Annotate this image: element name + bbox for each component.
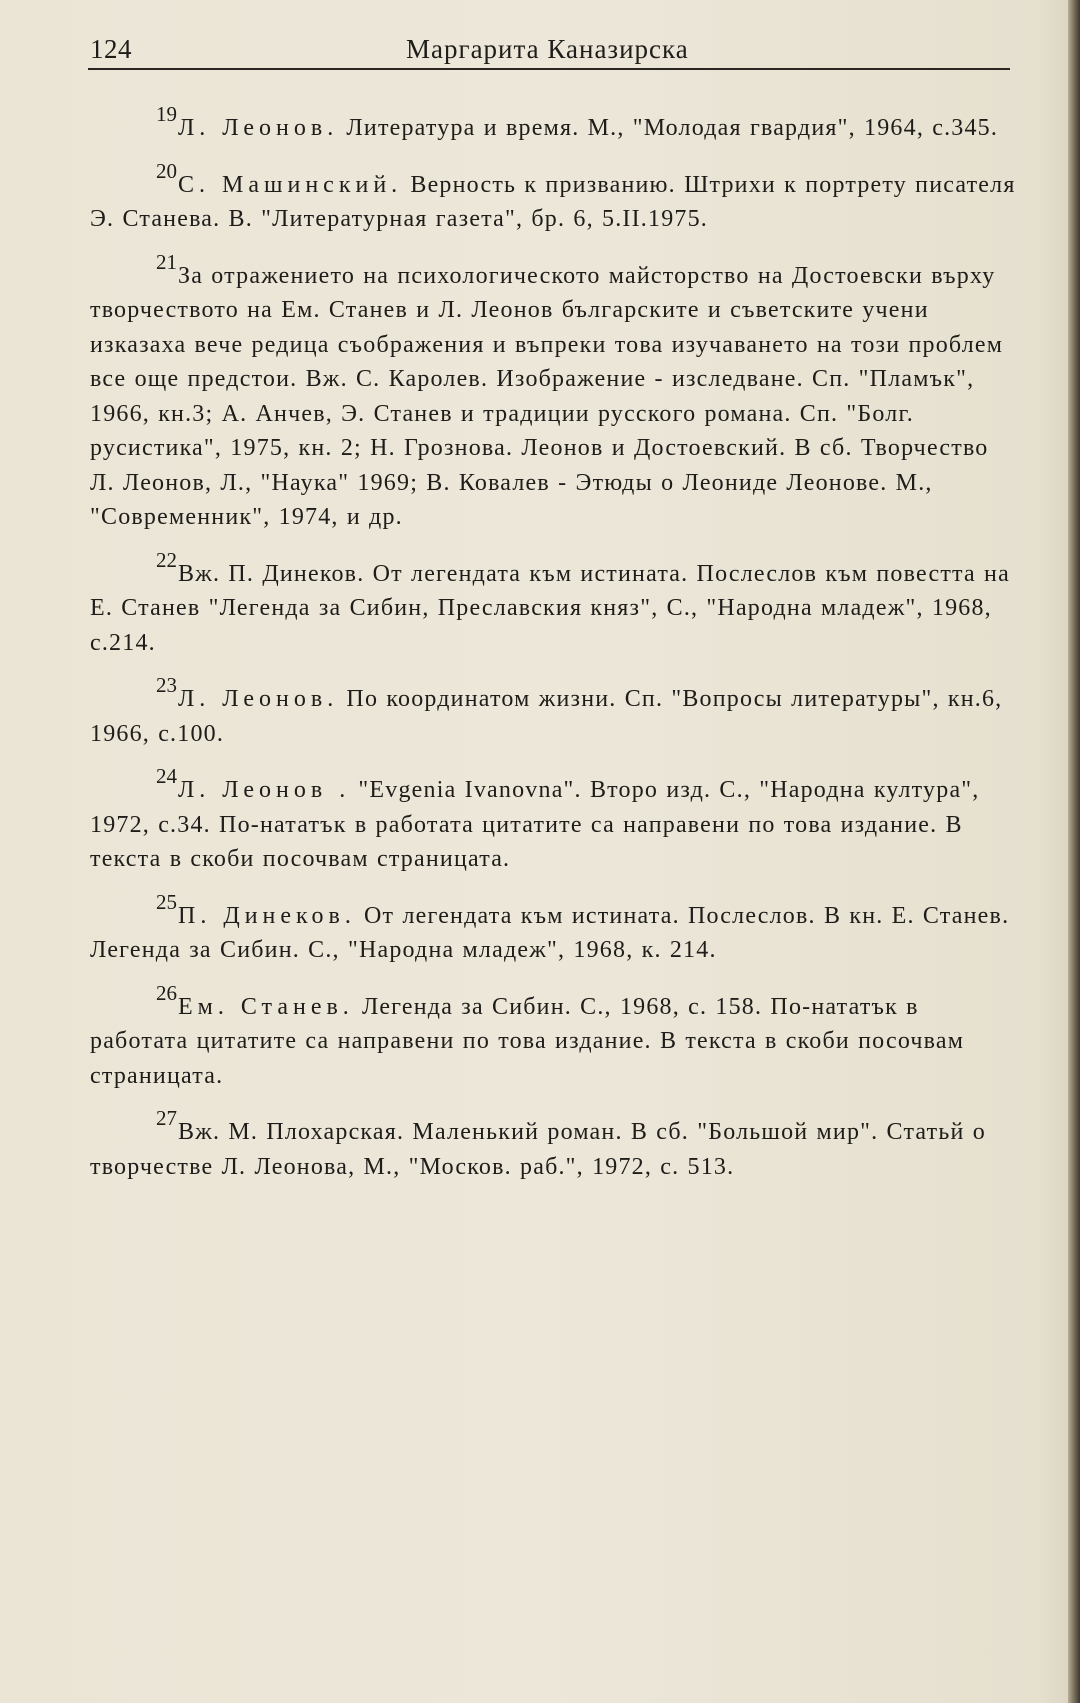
footnote-text: Литература и время. М., "Молодая гвардия", 1964, с.345.	[338, 115, 999, 141]
footnote-19	[90, 104, 1018, 146]
footnote-27	[90, 1108, 1018, 1184]
footnote-number: 23	[156, 673, 177, 697]
footnote-21	[90, 249, 1018, 535]
footnote-text: "Evgenia Ivanovna". Второ изд. С., "Народна култура", 1972, с.34. По-нататък в работата цитатите са направени по това издание. В текста в скоби посочвам страницата.	[90, 777, 980, 872]
footnote-22	[90, 547, 1018, 661]
footnotes	[90, 104, 1018, 1199]
footnote-26	[90, 980, 1018, 1094]
footnote-text: Легенда за Сибин. С., 1968, с. 158. По-нататък в работата цитатите са направени по това издание. В текста в скоби посочвам страницата.	[90, 993, 965, 1089]
footnote-number: 19	[156, 102, 177, 126]
footnote-23	[90, 675, 1018, 751]
footnote-text: За отражението на психологическото майсторство на Достоевски върху творчеството на Ем. Станев и Л. Леонов българските и съветските учени изказаха вече редица съображения и въпреки това изучаването на този проблем все още предстои. Вж. С. Каролев. Изображение - изследване. Сп. "Пламък", 1966, кн.3; А. Анчев, Э. Станев и традиции русского романа. Сп. "Болг. русистика", 1975, кн. 2; Н. Грознова. Леонов и Достоевский. В сб. Творчество Л. Леонов, Л., "Наука" 1969; В. Ковалев - Этюды о Леониде Леонове. М., "Современник", 1974, и др.	[90, 262, 1004, 530]
running-head: Маргарита Каназирска	[406, 34, 689, 64]
footnote-author: Л. Леонов.	[178, 686, 339, 712]
footnote-text: По координатом жизни. Сп. "Вопросы литературы", кн.6, 1966, с.100.	[90, 686, 1003, 747]
footnote-author: Л. Леонов .	[178, 777, 351, 803]
footnote-number: 20	[156, 158, 177, 183]
footnote-number: 26	[156, 980, 177, 1005]
footnote-25	[90, 889, 1018, 968]
footnote-20	[90, 158, 1018, 237]
footnote-number: 25	[156, 889, 177, 914]
footnote-text: Верность к призванию. Штрихи к портрету писателя Э. Станева. В. "Литературная газета", бр. 6, 5.II.1975.	[90, 171, 1016, 232]
footnote-number: 21	[156, 249, 177, 274]
footnote-text: От легендата към истината. Послеслов. В кн. Е. Станев. Легенда за Сибин. С., "Народна младеж", 1968, к. 214.	[90, 902, 1010, 963]
footnote-author: С. Машинский.	[178, 171, 403, 198]
footnote-author: Л. Леонов.	[178, 115, 339, 141]
footnote-number: 27	[156, 1106, 177, 1130]
footnote-text: Вж. М. Плохарская. Маленький роман. В сб. "Большой мир". Статьй о творчестве Л. Леонова, М., "Москов. раб.", 1972, с. 513.	[90, 1119, 986, 1180]
footnote-author: П. Динеков.	[178, 902, 356, 929]
footnote-number: 24	[156, 764, 177, 788]
footnote-24	[90, 766, 1018, 877]
page-edge-shadow	[1068, 0, 1080, 1703]
footnote-number: 22	[156, 547, 177, 572]
page-header	[88, 32, 1010, 70]
footnote-author: Ем. Станев.	[178, 993, 354, 1020]
footnote-text: Вж. П. Динеков. От легендата към истината. Послеслов към повестта на Е. Станев "Легенда за Сибин, Преславския княз", С., "Народна младеж", 1968, с.214.	[90, 560, 1010, 656]
page-number: 124	[90, 34, 132, 64]
